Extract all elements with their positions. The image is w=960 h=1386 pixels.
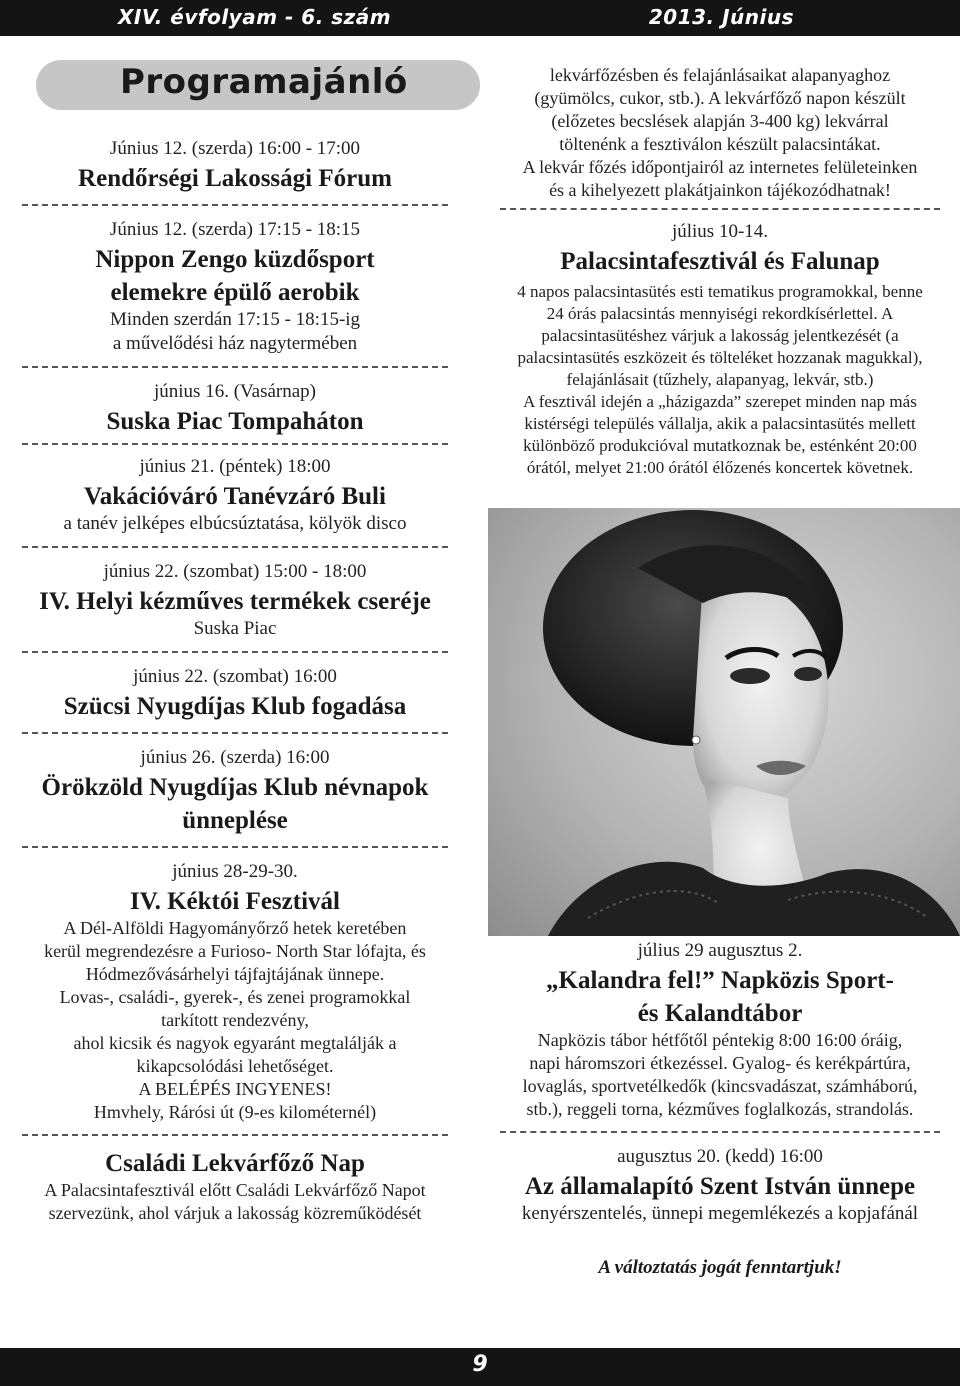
desc-line: Hmvhely, Rárósi út (9-es kilométernél) — [93, 1102, 377, 1122]
volume-label: XIV. évfolyam - 6. szám — [118, 5, 392, 29]
event-title: ünneplése — [182, 807, 288, 834]
desc-line: A Dél-Alföldi Hagyományőrző hetek keretében — [63, 918, 407, 938]
desc-line: órától, melyet 21:00 órától élőzenés koncertek követnek. — [526, 458, 914, 477]
dashed-divider — [500, 208, 940, 210]
desc-line: 4 napos palacsintasütés esti tematikus programokkal, benne — [517, 282, 923, 301]
desc-line: A fesztivál idején a „házigazda” szerepet minden nap más — [523, 392, 917, 411]
dashed-divider — [22, 443, 448, 445]
desc-line: kerül megrendezésre a Furioso- North Star lófajta, és — [44, 941, 426, 961]
event-subtitle: Suska Piac — [193, 618, 277, 639]
event-title: Vakációváró Tanévzáró Buli — [84, 483, 386, 510]
desc-line: palacsintasütés eszközeit és tölteléket hozzanak magukkal), — [517, 348, 923, 367]
event-subtitle: a tanév jelképes elbúcsúztatása, kölyök disco — [63, 513, 407, 534]
dashed-divider — [22, 1134, 448, 1136]
desc-line: napi háromszori étkezéssel. Gyalog- és kerékpártúra, — [529, 1053, 911, 1073]
event-date: augusztus 20. (kedd) 16:00 — [617, 1146, 823, 1167]
dashed-divider — [22, 546, 448, 548]
desc-line: töltenénk a fesztiválon készült palacsintákat. — [559, 134, 881, 154]
desc-line: Lovas-, családi-, gyerek-, és zenei programokkal — [59, 987, 411, 1007]
desc-line: A lekvár főzés időpontjairól az internetes felületeinken — [522, 157, 918, 177]
event-date: június 28-29-30. — [172, 861, 298, 882]
page-number: 9 — [472, 1352, 488, 1377]
event-title: Nippon Zengo küzdősport — [95, 246, 375, 273]
dashed-divider — [500, 1131, 940, 1133]
event-date: Június 12. (szerda) 17:15 - 18:15 — [109, 219, 361, 240]
event-title: Palacsintafesztivál és Falunap — [560, 248, 880, 275]
event-title: IV. Kéktói Fesztivál — [130, 888, 340, 915]
desc-line: kistérségi település vállalja, akik a palacsintasütés mellett — [524, 414, 916, 433]
desc-line: szervezünk, ahol várjuk a lakosság közreműködését — [48, 1203, 422, 1223]
event-title: Családi Lekvárfőző Nap — [105, 1150, 365, 1177]
desc-line: különböző produkcióval mutatkoznak be, esténként 20:00 — [523, 436, 917, 455]
event-date: június 26. (szerda) 16:00 — [140, 747, 330, 768]
event-title: és Kalandtábor — [637, 1000, 803, 1027]
dashed-divider — [22, 204, 448, 206]
event-date: június 22. (szombat) 16:00 — [133, 666, 337, 687]
event-date: Június 12. (szerda) 16:00 - 17:00 — [109, 138, 361, 159]
event-date: június 22. (szombat) 15:00 - 18:00 — [103, 561, 367, 582]
portrait-photo — [488, 508, 960, 936]
event-title: elemekre épülő aerobik — [110, 279, 360, 306]
desc-line: A Palacsintafesztivál előtt Családi Lekvárfőző Napot — [44, 1180, 426, 1200]
event-title: Rendőrségi Lakossági Fórum — [78, 165, 392, 192]
dashed-divider — [22, 732, 448, 734]
section-title: Programajánló — [120, 62, 408, 102]
desc-line: tarkított rendezvény, — [161, 1010, 309, 1030]
dashed-divider — [22, 846, 448, 848]
desc-line: stb.), reggeli torna, kézműves foglalkozás, strandolás. — [526, 1099, 914, 1119]
desc-line: palacsintasütéshez várjuk a lakosság jelentkezését (a — [541, 326, 899, 345]
event-date: június 16. (Vasárnap) — [154, 381, 316, 402]
desc-line: felajánlásait (tűzhely, alapanyag, lekvár, stb.) — [566, 370, 874, 389]
event-date: július 10-14. — [671, 221, 769, 242]
event-date: július 29 augusztus 2. — [637, 940, 803, 961]
event-title: Örökzöld Nyugdíjas Klub névnapok — [41, 774, 429, 801]
desc-line: (előzetes becslések alapján 3-400 kg) lekvárral — [551, 111, 889, 131]
desc-line: lekvárfőzésben és felajánlásaikat alapanyaghoz — [549, 65, 891, 85]
event-title: Szücsi Nyugdíjas Klub fogadása — [63, 693, 407, 720]
desc-line: (gyümölcs, cukor, stb.). A lekvárfőző napon készült — [534, 88, 906, 108]
event-title: IV. Helyi kézműves termékek cseréje — [39, 588, 431, 615]
event-title: „Kalandra fel!” Napközis Sport- — [546, 967, 894, 994]
event-subtitle: Minden szerdán 17:15 - 18:15-ig — [109, 309, 361, 330]
desc-line: és a kihelyezett plakátjainkon tájékozódhatnak! — [549, 180, 891, 200]
desc-line: 24 órás palacsintás mennyiségi rekordkísérlettel. A — [546, 304, 894, 323]
desc-line: ahol kicsik és nagyok egyaránt megtalálják a — [73, 1033, 397, 1053]
event-subtitle: kenyérszentelés, ünnepi megemlékezés a kopjafánál — [521, 1203, 919, 1224]
event-title: Suska Piac Tompaháton — [106, 408, 364, 435]
portrait-illustration — [488, 508, 960, 936]
left-column — [22, 137, 448, 1225]
event-title: Az államalapító Szent István ünnepe — [524, 1173, 916, 1200]
disclaimer-notice: A változtatás jogát fenntartjuk! — [598, 1257, 842, 1278]
dashed-divider — [22, 366, 448, 368]
desc-line: kikapcsolódási lehetőséget. — [136, 1056, 334, 1076]
dashed-divider — [22, 651, 448, 653]
event-date: június 21. (péntek) 18:00 — [139, 456, 331, 477]
desc-line: Hódmezővásárhelyi tájfajtájának ünnepe. — [85, 964, 385, 984]
issue-date: 2013. Június — [648, 5, 794, 29]
event-subtitle: a művelődési ház nagytermében — [112, 333, 358, 354]
header-bar — [0, 0, 960, 36]
desc-line: lovaglás, sportvetélkedők (kincsvadászat, számháború, — [522, 1076, 918, 1096]
desc-line: A BELÉPÉS INGYENES! — [138, 1079, 332, 1099]
desc-line: Napközis tábor hétfőtől péntekig 8:00 16:00 óráig, — [537, 1030, 903, 1050]
